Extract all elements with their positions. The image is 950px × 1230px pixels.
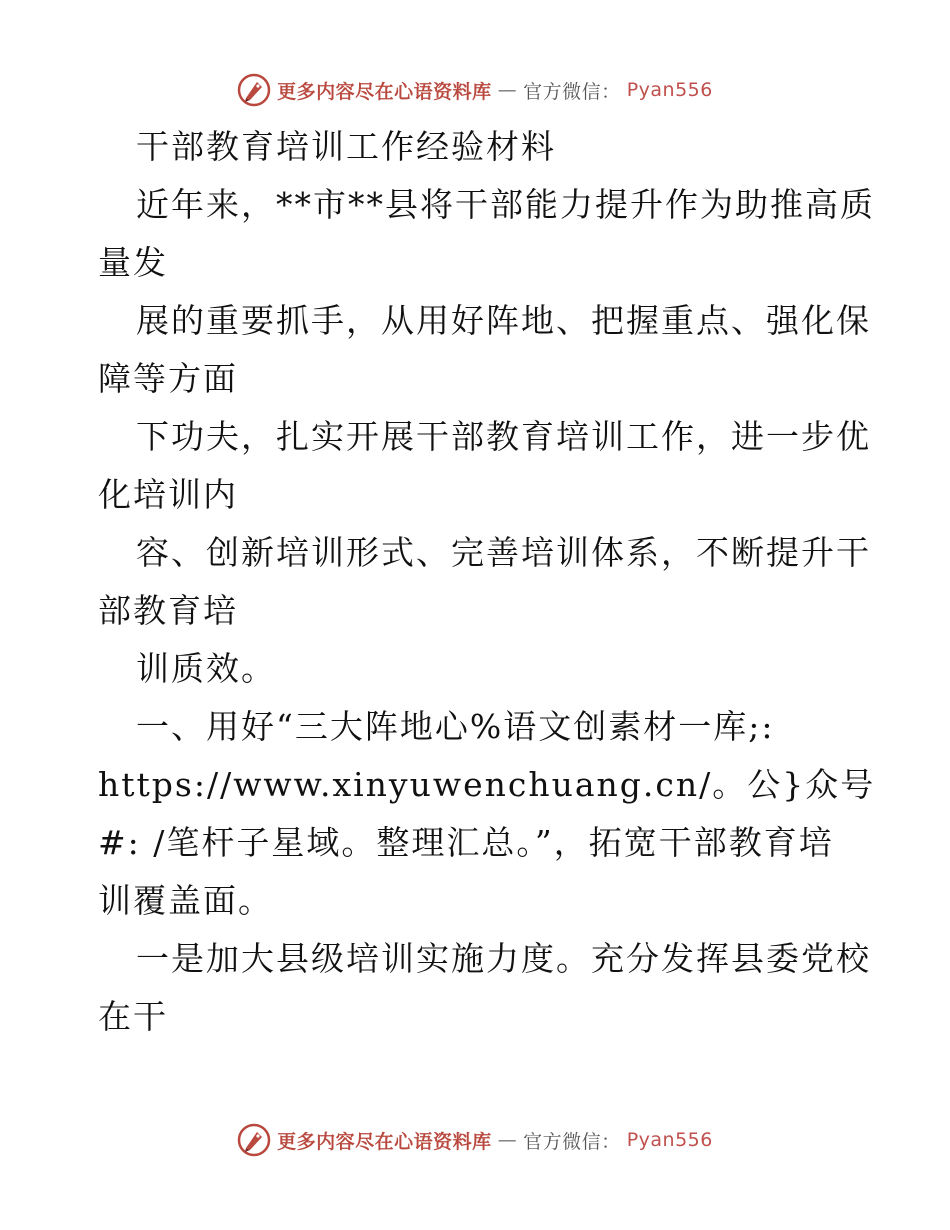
banner-wechat-id: Pyan556 [626,79,713,101]
banner-wechat-id: Pyan556 [626,1129,713,1151]
banner-separator: — [497,79,518,101]
text-line: #: /笔杆子星域。整理汇总。”，拓宽干部教育培 [98,823,834,862]
pen-nib-logo-icon [237,73,271,107]
text-line: 下功夫，扎实开展干部教育培训工作，进一步优 [136,417,871,456]
section-heading: 一、用好“三大阵地心%语文创素材一库;: [136,707,775,746]
text-line: 容、创新培训形式、完善培训体系，不断提升干 [136,533,871,572]
banner-wechat-label: 官方微信： [523,1130,621,1153]
pen-nib-logo-icon [237,1123,271,1157]
document-title: 干部教育培训工作经验材料 [136,127,556,166]
header-banner [0,70,950,110]
text-line: 近年来，**市**县将干部能力提升作为助推高质 [136,185,875,224]
document-body [98,118,876,1046]
footer-banner [0,1120,950,1160]
banner-main-text: 更多内容尽在心语资料库 [277,1130,492,1153]
text-line: 在干 [98,997,168,1036]
text-line: 障等方面 [98,359,238,398]
text-line: 训覆盖面。 [98,881,273,920]
banner-separator: — [497,1129,518,1151]
text-line: 化培训内 [98,475,238,514]
text-line: 一是加大县级培训实施力度。充分发挥县委党校 [136,939,871,978]
banner-wechat-label: 官方微信： [523,80,621,103]
text-line: 训质效。 [136,649,276,688]
banner-main-text: 更多内容尽在心语资料库 [277,80,492,103]
text-line: 部教育培 [98,591,238,630]
text-line: 展的重要抓手，从用好阵地、把握重点、强化保 [136,301,871,340]
text-line: https://www.xinyuwenchuang.cn/。公}众号 [98,765,876,804]
text-line: 量发 [98,243,168,282]
